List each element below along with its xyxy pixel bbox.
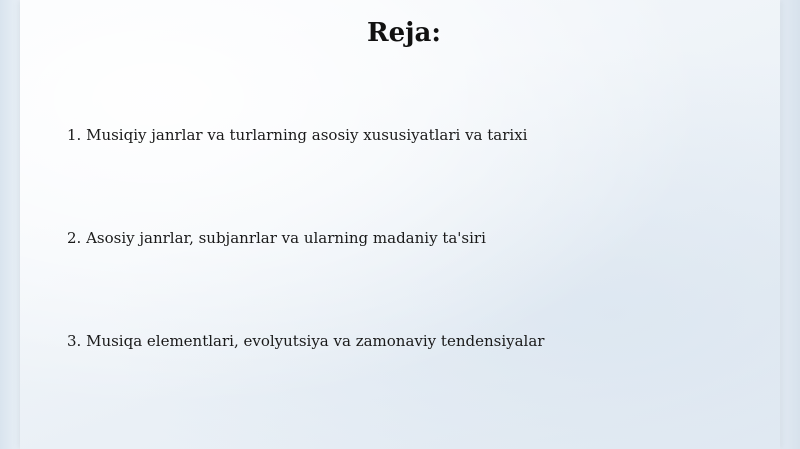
slide-title: Reja: (366, 18, 441, 48)
plan-item-3: 3. Musiqa elementlari, evolyutsiya va zamonaviy tendensiyalar (67, 332, 545, 350)
plan-item-1: 1. Musiqiy janrlar va turlarning asosiy xususiyatlari va tarixi (67, 126, 528, 144)
slide (20, 0, 780, 449)
plan-item-2: 2. Asosiy janrlar, subjanrlar va ularning madaniy ta'siri (67, 229, 486, 247)
